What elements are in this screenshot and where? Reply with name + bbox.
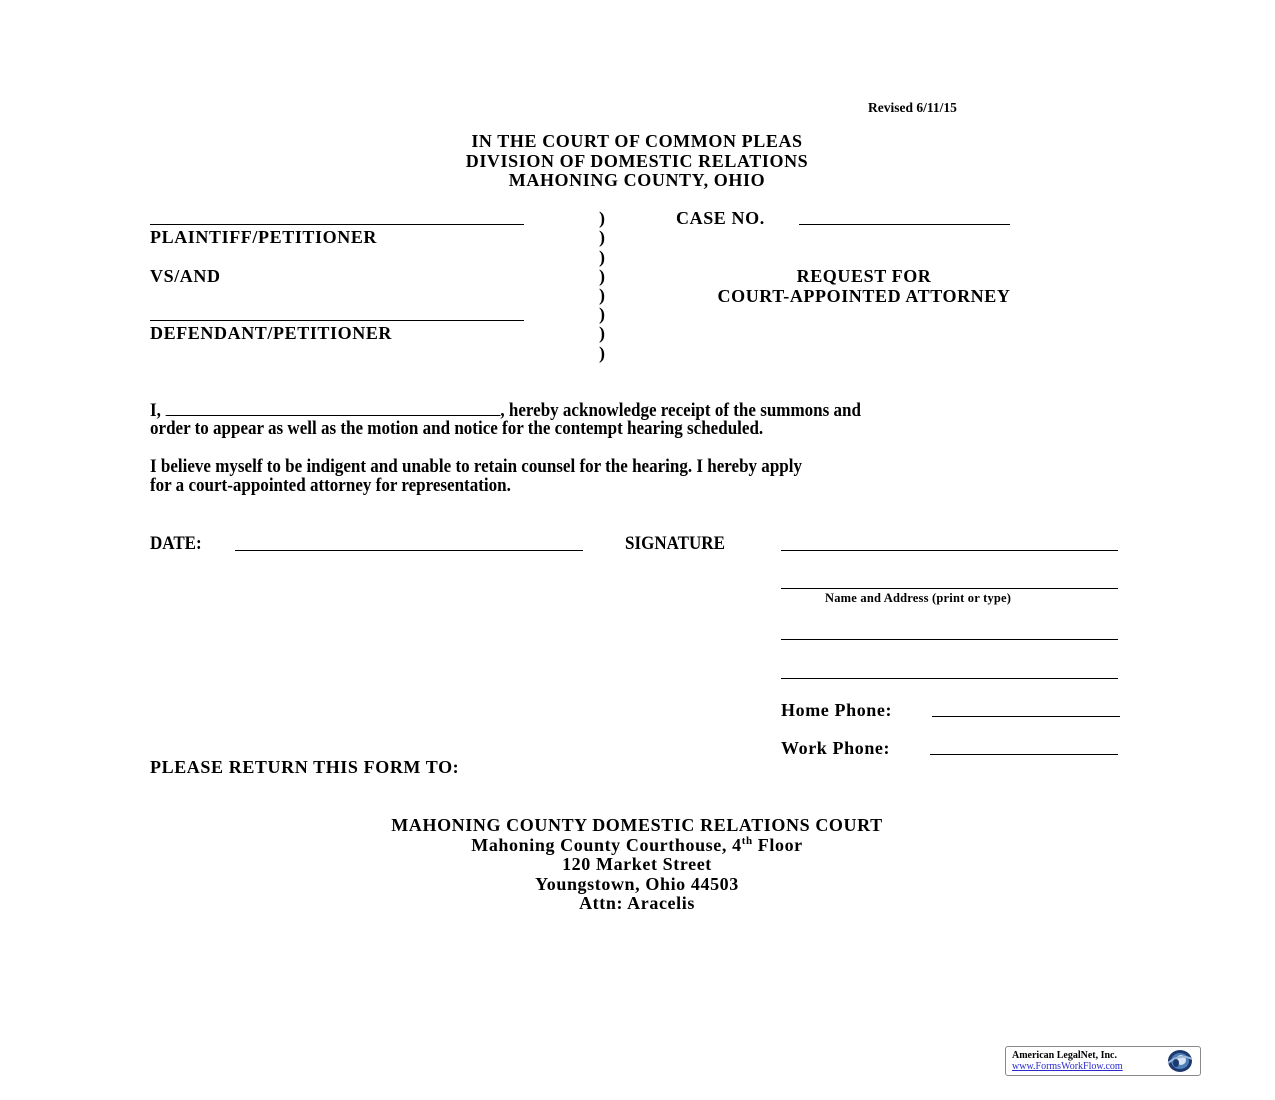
caption-paren: ) — [599, 208, 605, 228]
indigency-line-2: for a court-appointed attorney for representation. — [150, 476, 511, 496]
court-header-line-3: MAHONING COUNTY, OHIO — [508, 170, 766, 190]
return-building-prefix: Mahoning County Courthouse, 4 — [471, 834, 742, 855]
defendant-label: DEFENDANT/PETITIONER — [150, 323, 393, 343]
acknowledgment-line-2: order to appear as well as the motion and notice for the contempt hearing scheduled. — [150, 419, 764, 439]
court-header-line-2: DIVISION OF DOMESTIC RELATIONS — [465, 150, 809, 171]
signature-field[interactable] — [781, 550, 1118, 551]
return-label: PLEASE RETURN THIS FORM TO: — [150, 757, 460, 777]
date-label: DATE: — [150, 534, 202, 554]
name-address-caption: Name and Address (print or type) — [825, 591, 1012, 605]
court-header-line-1: IN THE COURT OF COMMON PLEAS — [471, 131, 803, 151]
legalnet-logo[interactable] — [1005, 1046, 1201, 1076]
name-address-field-3[interactable] — [781, 678, 1118, 679]
caption-paren: ) — [599, 285, 605, 305]
name-address-field-1[interactable] — [781, 588, 1118, 589]
ack-suffix: , hereby acknowledge receipt of the summons and — [500, 401, 861, 421]
signature-label: SIGNATURE — [625, 534, 725, 554]
return-court-name: MAHONING COUNTY DOMESTIC RELATIONS COURT — [391, 815, 883, 835]
plaintiff-label: PLAINTIFF/PETITIONER — [150, 227, 378, 247]
ack-name-field[interactable] — [165, 401, 500, 416]
form-title-line-2: COURT-APPOINTED ATTORNEY — [717, 285, 1011, 306]
home-phone-label: Home Phone: — [781, 700, 893, 720]
revised-date: Revised 6/11/15 — [868, 100, 957, 115]
form-title-line-1: REQUEST FOR — [796, 266, 932, 286]
return-city: Youngstown, Ohio 44503 — [535, 873, 739, 894]
ack-prefix: I, — [150, 401, 161, 421]
indigency-line-1: I believe myself to be indigent and unable to retain counsel for the hearing. I hereby apply — [150, 457, 802, 477]
caption-paren: ) — [599, 266, 605, 286]
work-phone-label: Work Phone: — [781, 738, 891, 758]
form-title — [664, 267, 1064, 306]
return-attn: Attn: Aracelis — [579, 893, 695, 913]
return-building — [287, 836, 987, 856]
globe-icon — [1164, 1049, 1194, 1073]
vs-label: VS/AND — [150, 266, 221, 286]
home-phone-field[interactable] — [932, 716, 1120, 717]
logo-url-link[interactable]: www.FormsWorkFlow.com — [1012, 1061, 1123, 1072]
logo-company-name: American LegalNet, Inc. — [1012, 1050, 1117, 1061]
return-address — [287, 816, 987, 914]
plaintiff-name-field[interactable] — [150, 224, 524, 225]
court-header — [337, 132, 937, 191]
work-phone-field[interactable] — [930, 754, 1118, 755]
name-address-field-2[interactable] — [781, 639, 1118, 640]
return-street: 120 Market Street — [562, 854, 712, 874]
caption-paren: ) — [599, 323, 605, 343]
caption-paren: ) — [599, 227, 605, 247]
return-building-suffix: Floor — [752, 834, 803, 855]
defendant-name-field[interactable] — [150, 320, 524, 321]
return-building-sup: th — [741, 834, 753, 847]
case-number-label: CASE NO. — [676, 208, 765, 228]
caption-paren: ) — [599, 304, 605, 324]
caption-paren: ) — [599, 247, 605, 267]
case-number-field[interactable] — [799, 224, 1010, 225]
date-field[interactable] — [235, 550, 583, 551]
caption-paren: ) — [599, 343, 605, 363]
